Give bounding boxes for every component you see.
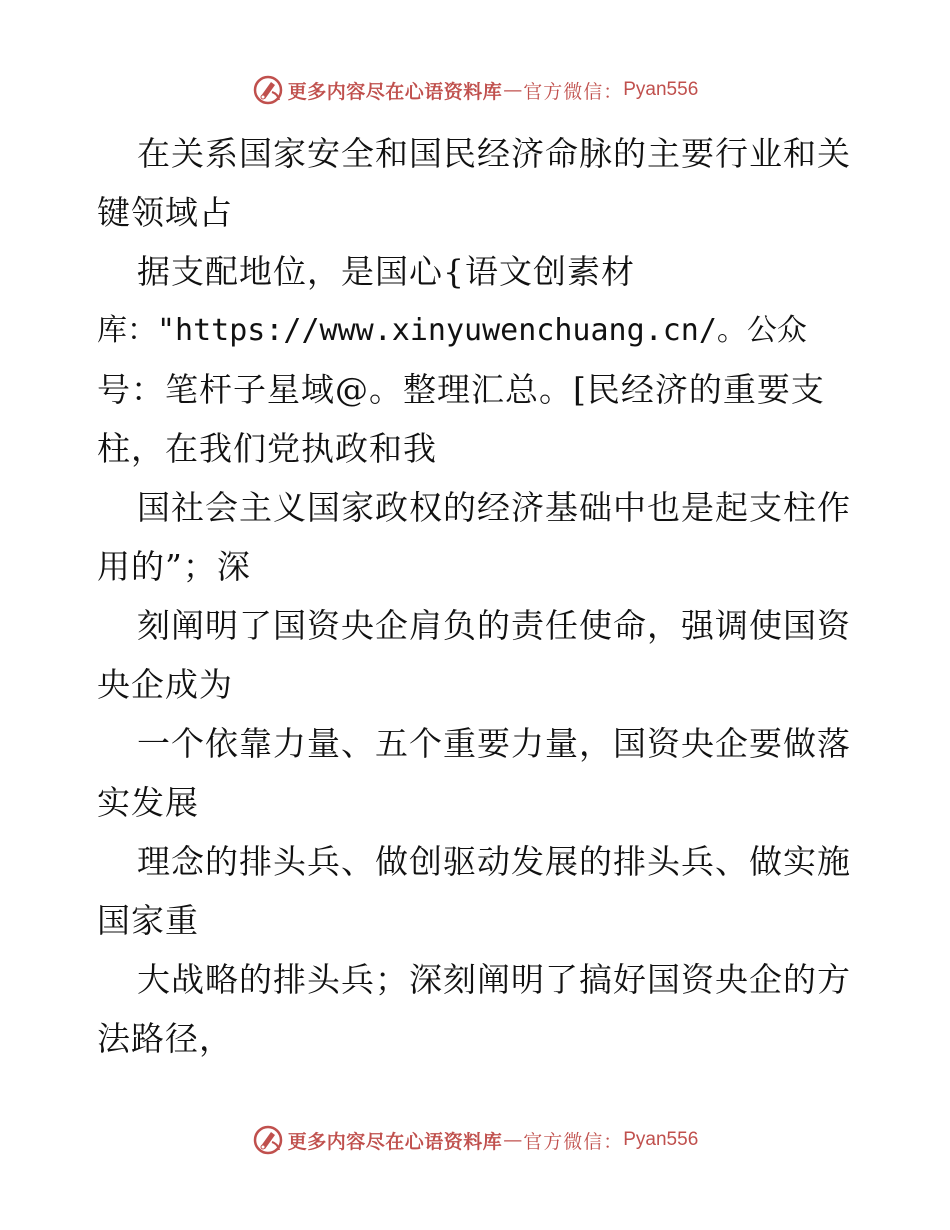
body-line: 据支配地位，是国心{语文创素材 xyxy=(137,252,635,291)
header-banner xyxy=(0,70,950,110)
body-line: 实发展 xyxy=(97,783,199,822)
body-line-url: 库："https://www.xinyuwenchuang.cn/。公众 xyxy=(97,313,807,348)
body-line: 央企成为 xyxy=(97,665,233,704)
body-line: 国家重 xyxy=(97,901,199,940)
body-line: 一个依靠力量、五个重要力量，国资央企要做落 xyxy=(137,724,851,763)
header-wechat-id: Pyan556 xyxy=(623,79,699,100)
brand-logo-icon xyxy=(252,74,284,106)
brand-logo-icon xyxy=(252,1124,284,1156)
footer-dash: — xyxy=(503,1129,523,1151)
body-line: 理念的排头兵、做创驱动发展的排头兵、做实施 xyxy=(137,842,851,881)
body-line: 法路径， xyxy=(97,1019,233,1058)
body-line: 大战略的排头兵；深刻阐明了搞好国资央企的方 xyxy=(137,960,851,999)
document-body xyxy=(97,124,857,1068)
body-line: 在关系国家安全和国民经济命脉的主要行业和关 xyxy=(137,134,851,173)
header-wechat-label: 官方微信： xyxy=(523,80,624,103)
body-line: 国社会主义国家政权的经济基础中也是起支柱作 xyxy=(137,488,851,527)
body-line: 键领域占 xyxy=(97,193,233,232)
footer-brand-text: 更多内容尽在心语资料库 xyxy=(287,1130,503,1153)
header-dash: — xyxy=(503,79,523,101)
body-line: 柱，在我们党执政和我 xyxy=(97,429,437,468)
body-line: 号：笔杆子星域@。整理汇总。[民经济的重要支 xyxy=(97,370,825,409)
header-brand-text: 更多内容尽在心语资料库 xyxy=(287,80,503,103)
footer-wechat-id: Pyan556 xyxy=(623,1129,699,1150)
body-line: 刻阐明了国资央企肩负的责任使命，强调使国资 xyxy=(137,606,851,645)
footer-wechat-label: 官方微信： xyxy=(523,1130,624,1153)
body-line: 用的”；深 xyxy=(97,547,251,586)
footer-banner xyxy=(0,1120,950,1160)
